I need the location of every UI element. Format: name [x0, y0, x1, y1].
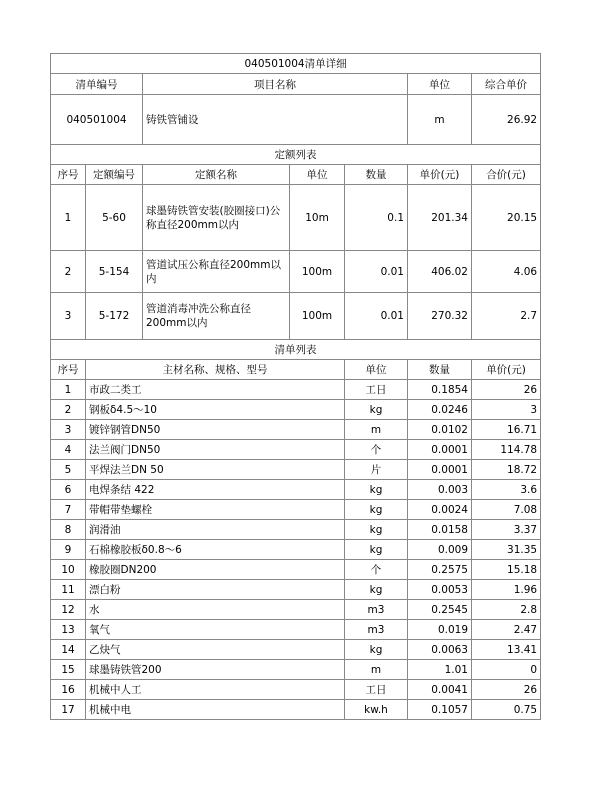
material-price: 1.96 [472, 580, 541, 600]
material-name: 机械中电 [86, 700, 345, 720]
material-name: 平焊法兰DN 50 [86, 460, 345, 480]
materials-col-name: 主材名称、规格、型号 [86, 360, 345, 380]
quota-no: 1 [51, 185, 86, 251]
material-no: 9 [51, 540, 86, 560]
material-price: 2.47 [472, 620, 541, 640]
material-unit: kg [345, 500, 408, 520]
quota-col-name: 定额名称 [143, 165, 290, 185]
unit-label: 单位 [408, 74, 472, 95]
material-price: 18.72 [472, 460, 541, 480]
material-qty: 0.0001 [408, 460, 472, 480]
quota-section-row [51, 145, 541, 165]
material-name: 球墨铸铁管200 [86, 660, 345, 680]
name-label: 项目名称 [143, 74, 408, 95]
material-qty: 0.003 [408, 480, 472, 500]
material-unit: m3 [345, 600, 408, 620]
material-name: 电焊条结 422 [86, 480, 345, 500]
quota-total: 4.06 [472, 251, 541, 293]
quota-no: 3 [51, 293, 86, 340]
material-no: 6 [51, 480, 86, 500]
quota-col-price: 单价(元) [408, 165, 472, 185]
material-qty: 1.01 [408, 660, 472, 680]
material-no: 3 [51, 420, 86, 440]
quota-price: 406.02 [408, 251, 472, 293]
material-name: 橡胶圈DN200 [86, 560, 345, 580]
material-no: 13 [51, 620, 86, 640]
materials-col-price: 单价(元) [472, 360, 541, 380]
material-row [51, 480, 541, 500]
material-row [51, 520, 541, 540]
quota-no: 2 [51, 251, 86, 293]
material-unit: 片 [345, 460, 408, 480]
material-unit: kg [345, 540, 408, 560]
table-title: 040501004清单详细 [51, 54, 541, 74]
material-qty: 0.0063 [408, 640, 472, 660]
material-row [51, 440, 541, 460]
material-price: 13.41 [472, 640, 541, 660]
material-price: 3 [472, 400, 541, 420]
material-name: 法兰阀门DN50 [86, 440, 345, 460]
material-qty: 0.0246 [408, 400, 472, 420]
material-unit: 工日 [345, 380, 408, 400]
quota-section-title: 定额列表 [51, 145, 541, 165]
quota-col-unit: 单位 [290, 165, 345, 185]
material-unit: 个 [345, 560, 408, 580]
material-price: 114.78 [472, 440, 541, 460]
material-name: 石棉橡胶板δ0.8～6 [86, 540, 345, 560]
item-row [51, 95, 541, 145]
material-qty: 0.1057 [408, 700, 472, 720]
materials-col-unit: 单位 [345, 360, 408, 380]
material-qty: 0.009 [408, 540, 472, 560]
quota-qty: 0.01 [345, 293, 408, 340]
material-unit: m [345, 660, 408, 680]
material-no: 11 [51, 580, 86, 600]
material-row [51, 700, 541, 720]
material-unit: kg [345, 580, 408, 600]
material-row [51, 420, 541, 440]
quota-price: 270.32 [408, 293, 472, 340]
item-name: 铸铁管铺设 [143, 95, 408, 145]
item-header-row [51, 74, 541, 95]
quota-price: 201.34 [408, 185, 472, 251]
material-price: 7.08 [472, 500, 541, 520]
material-name: 市政二类工 [86, 380, 345, 400]
quota-col-no: 序号 [51, 165, 86, 185]
item-unit: m [408, 95, 472, 145]
quota-qty: 0.01 [345, 251, 408, 293]
quota-total: 2.7 [472, 293, 541, 340]
material-name: 机械中人工 [86, 680, 345, 700]
material-row [51, 680, 541, 700]
item-code: 040501004 [51, 95, 143, 145]
material-no: 10 [51, 560, 86, 580]
material-row [51, 540, 541, 560]
material-qty: 0.019 [408, 620, 472, 640]
material-price: 15.18 [472, 560, 541, 580]
material-no: 1 [51, 380, 86, 400]
material-price: 3.37 [472, 520, 541, 540]
quota-col-total: 合价(元) [472, 165, 541, 185]
material-unit: kg [345, 520, 408, 540]
material-no: 12 [51, 600, 86, 620]
quota-code: 5-60 [86, 185, 143, 251]
material-unit: kg [345, 400, 408, 420]
materials-section-row [51, 340, 541, 360]
material-name: 钢板δ4.5～10 [86, 400, 345, 420]
material-unit: kg [345, 640, 408, 660]
code-label: 清单编号 [51, 74, 143, 95]
materials-col-qty: 数量 [408, 360, 472, 380]
material-row [51, 400, 541, 420]
quota-header-row [51, 165, 541, 185]
quota-qty: 0.1 [345, 185, 408, 251]
material-price: 31.35 [472, 540, 541, 560]
material-row [51, 560, 541, 580]
material-qty: 0.1854 [408, 380, 472, 400]
material-name: 带帽带垫螺栓 [86, 500, 345, 520]
quota-row [51, 185, 541, 251]
materials-section-title: 清单列表 [51, 340, 541, 360]
quota-unit: 100m [290, 293, 345, 340]
material-unit: 工日 [345, 680, 408, 700]
item-price: 26.92 [472, 95, 541, 145]
material-name: 润滑油 [86, 520, 345, 540]
material-price: 0 [472, 660, 541, 680]
quota-row [51, 251, 541, 293]
material-unit: kg [345, 480, 408, 500]
material-price: 26 [472, 380, 541, 400]
material-unit: m [345, 420, 408, 440]
quota-code: 5-172 [86, 293, 143, 340]
material-no: 16 [51, 680, 86, 700]
material-row [51, 380, 541, 400]
materials-col-no: 序号 [51, 360, 86, 380]
material-price: 3.6 [472, 480, 541, 500]
material-name: 水 [86, 600, 345, 620]
materials-header-row [51, 360, 541, 380]
material-no: 2 [51, 400, 86, 420]
material-no: 15 [51, 660, 86, 680]
material-qty: 0.2575 [408, 560, 472, 580]
material-qty: 0.0041 [408, 680, 472, 700]
material-price: 2.8 [472, 600, 541, 620]
material-row [51, 580, 541, 600]
material-row [51, 660, 541, 680]
quota-col-code: 定额编号 [86, 165, 143, 185]
material-unit: m3 [345, 620, 408, 640]
quota-name: 管道试压公称直径200mm以内 [143, 251, 290, 293]
material-row [51, 620, 541, 640]
material-price: 0.75 [472, 700, 541, 720]
material-qty: 0.2545 [408, 600, 472, 620]
material-qty: 0.0102 [408, 420, 472, 440]
quota-row [51, 293, 541, 340]
material-qty: 0.0158 [408, 520, 472, 540]
material-qty: 0.0001 [408, 440, 472, 460]
price-label: 综合单价 [472, 74, 541, 95]
material-no: 5 [51, 460, 86, 480]
material-row [51, 640, 541, 660]
material-row [51, 500, 541, 520]
material-price: 26 [472, 680, 541, 700]
material-no: 8 [51, 520, 86, 540]
quota-unit: 100m [290, 251, 345, 293]
material-qty: 0.0053 [408, 580, 472, 600]
title-row [51, 54, 541, 74]
material-unit: kw.h [345, 700, 408, 720]
material-name: 镀锌钢管DN50 [86, 420, 345, 440]
material-name: 漂白粉 [86, 580, 345, 600]
material-no: 17 [51, 700, 86, 720]
quota-code: 5-154 [86, 251, 143, 293]
material-row [51, 460, 541, 480]
material-name: 氧气 [86, 620, 345, 640]
quota-name: 管道消毒冲洗公称直径200mm以内 [143, 293, 290, 340]
material-no: 7 [51, 500, 86, 520]
detail-table [50, 53, 541, 720]
material-name: 乙炔气 [86, 640, 345, 660]
material-no: 14 [51, 640, 86, 660]
material-qty: 0.0024 [408, 500, 472, 520]
material-unit: 个 [345, 440, 408, 460]
material-price: 16.71 [472, 420, 541, 440]
quota-unit: 10m [290, 185, 345, 251]
material-row [51, 600, 541, 620]
quota-total: 20.15 [472, 185, 541, 251]
quota-name: 球墨铸铁管安装(胶圈接口)公称直径200mm以内 [143, 185, 290, 251]
quota-col-qty: 数量 [345, 165, 408, 185]
material-no: 4 [51, 440, 86, 460]
